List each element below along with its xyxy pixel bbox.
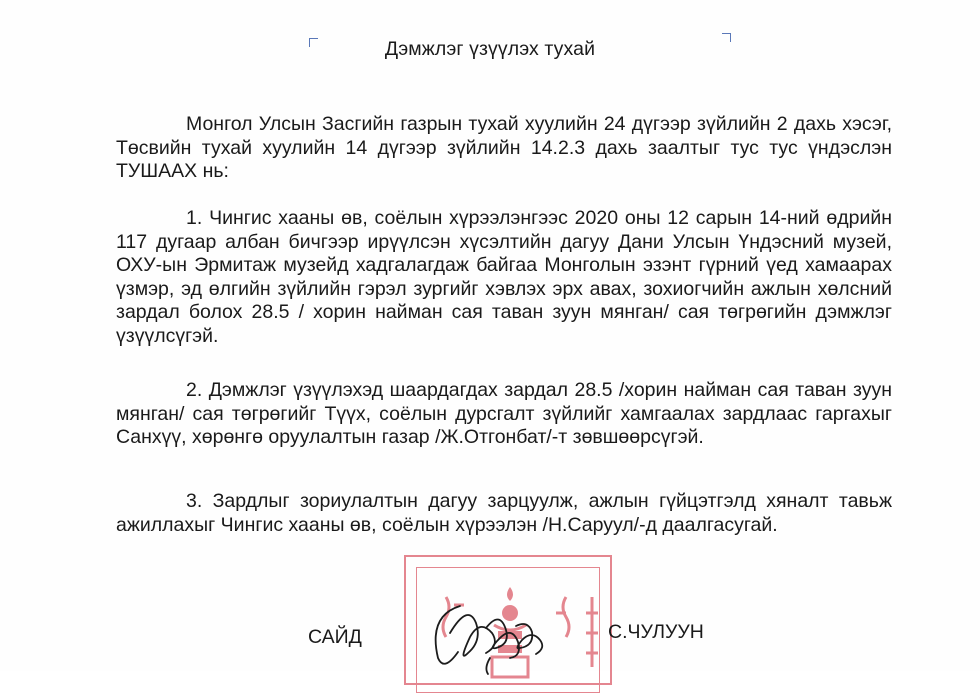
order-item-2: 2. Дэмжлэг үзүүлэхэд шаардагдах зардал 28.5 /хорин найман сая таван зуун мянган/ сая төгрөгийг Түүх, соёлын дурсгалт зүйлийг хамгаалах зардлаас гаргахыг Санхүү, хөрөнгө оруулалтын газар /Ж.Отгонбат/-т зөвшөөрсүгэй. (116, 379, 892, 448)
signatory-name: С.ЧУЛУУН (608, 621, 704, 643)
signature-image (420, 588, 570, 678)
signatory-role: САЙД (308, 626, 362, 648)
order-item-3: 3. Зардлыг зориулалтын дагуу зарцуулж, ажлын гүйцэтгэлд хяналт тавьж ажиллахыг Чингис хааны өв, соёлын хүрээлэн /Н.Саруул/-д даалгасугай. (116, 490, 892, 536)
order-item-1: 1. Чингис хааны өв, соёлын хүрээлэнгээс 2020 оны 12 сарын 14-ний өдрийн 117 дугаар албан бичгээр ирүүлсэн хүсэлтийн дагуу Дани Улсын Үндэсний музей, ОХУ-ын Эрмитаж музейд хадгалагдаж байгаа Монголын эзэнт гүрний үед хамаарах үзмэр, эд өлгийн зүйлийн гэрэл зургийг хэвлэх эрх авах, зохиогчийн ажлын хөлсний зардал болох 28.5 / хорин найман сая таван зуун мянган/ сая төгрөгийн дэмжлэг үзүүлсүгэй. (116, 207, 892, 347)
preamble-paragraph: Монгол Улсын Засгийн газрын тухай хуулийн 24 дүгээр зүйлийн 2 дахь хэсэг, Төсвийн тухай хуулийн 14 дүгээр зүйлийн 14.2.3 дахь заалтыг тус тус үндэслэн ТУШААХ нь: (116, 113, 892, 182)
document-title: Дэмжлэг үзүүлэх тухай (384, 38, 596, 60)
